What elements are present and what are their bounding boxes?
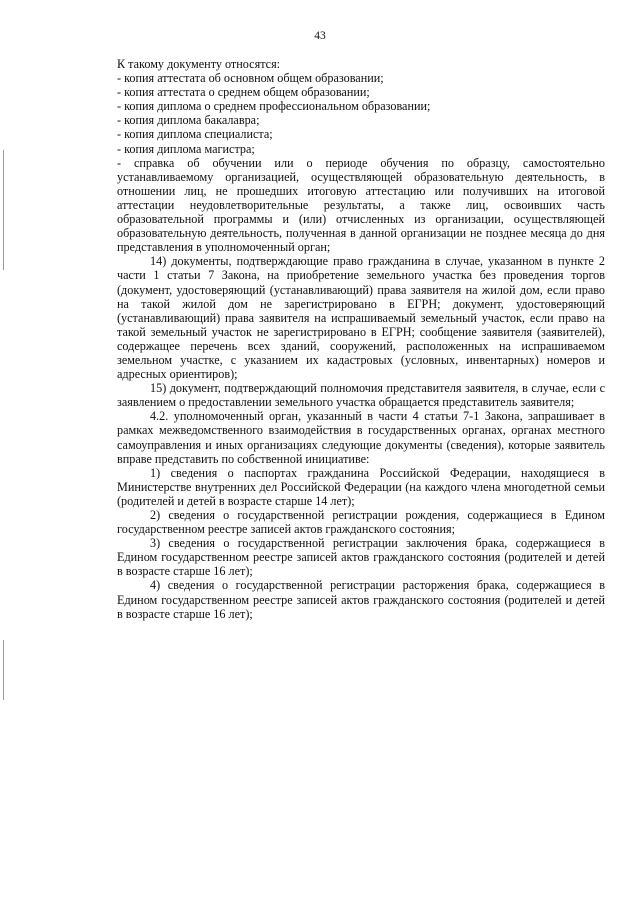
list-item: - копия диплома специалиста;: [117, 127, 273, 142]
paragraph-item-15: 15) документ, подтверждающий полномочия представителя заявителя, в случае, если с заявлением о предоставлении земельного участка обращается представитель заявителя;: [117, 381, 605, 410]
sub-item-1: 1) сведения о паспортах гражданина Российской Федерации, находящиеся в Министерстве внутренних дел Российской Федерации (на каждого члена многодетной семьи (родителей и детей в возрасте старше 14 лет);: [117, 465, 605, 508]
scan-edge-mark: [3, 640, 4, 700]
sub-item-4: 4) сведения о государственной регистрации расторжения брака, содержащиеся в Едином государственном реестре записей актов гражданского состояния (родителей и детей в возрасте старше 16 лет);: [117, 578, 605, 621]
list-item: - копия диплома магистра;: [117, 141, 255, 156]
certificate-item: - справка об обучении или о периоде обучения по образцу, самостоятельно устанавливаемому организацией, осуществляющей образовательную деятельность, в отношении лиц, не прошедших итоговую аттестацию или получивших на итоговой аттестации неудовлетворительные результаты, а также лиц, освоивших часть образовательной программы и (или) отчисленных из организации, осуществляющей образовательную деятельность, полученная в данной организации не позднее месяца до дня представления в уполномоченный орган;: [117, 155, 605, 255]
list-item: - копия диплома о среднем профессиональном образовании;: [117, 99, 431, 114]
list-item: - копия аттестата о среднем общем образовании;: [117, 85, 370, 100]
list-item: - копия аттестата об основном общем образовании;: [117, 71, 384, 86]
list-item: - копия диплома бакалавра;: [117, 113, 260, 128]
paragraph-item-14: 14) документы, подтверждающие право гражданина в случае, указанном в пункте 2 части 1 статьи 7 Закона, на приобретение земельного участка без проведения торгов (документ, удостоверяющий (устанавливающий) права заявителя на жилой дом, если право на такой жилой дом не зарегистрировано в ЕГРН; документ, удостоверяющий (устанавливающий) права заявителя на испрашиваемый земельный участок, если право на такой земельный участок не зарегистрировано в ЕГРН; сообщение заявителя (заявителей), содержащее перечень всех зданий, сооружений, расположенных на испрашиваемом земельном участке, с указанием их кадастровых (условных, инвентарных) номеров и адресных ориентиров);: [117, 254, 605, 382]
scan-edge-mark: [3, 150, 4, 270]
sub-item-3: 3) сведения о государственной регистрации заключения брака, содержащиеся в Едином государственном реестре записей актов гражданского состояния (родителей и детей в возрасте старше 16 лет);: [117, 536, 605, 579]
document-body: [117, 57, 605, 621]
page-number: 43: [314, 30, 326, 42]
sub-item-2: 2) сведения о государственной регистрации рождения, содержащиеся в Едином государственном реестре записей актов гражданского состояния;: [117, 508, 605, 537]
paragraph-section-4-2: 4.2. уполномоченный орган, указанный в части 4 статьи 7-1 Закона, запрашивает в рамках межведомственного взаимодействия в государственных органах, органах местного самоуправления и иных организациях следующие документы (сведения), которые заявитель вправе представить по собственной инициативе:: [117, 409, 605, 466]
list-intro: К такому документу относятся:: [117, 57, 281, 71]
